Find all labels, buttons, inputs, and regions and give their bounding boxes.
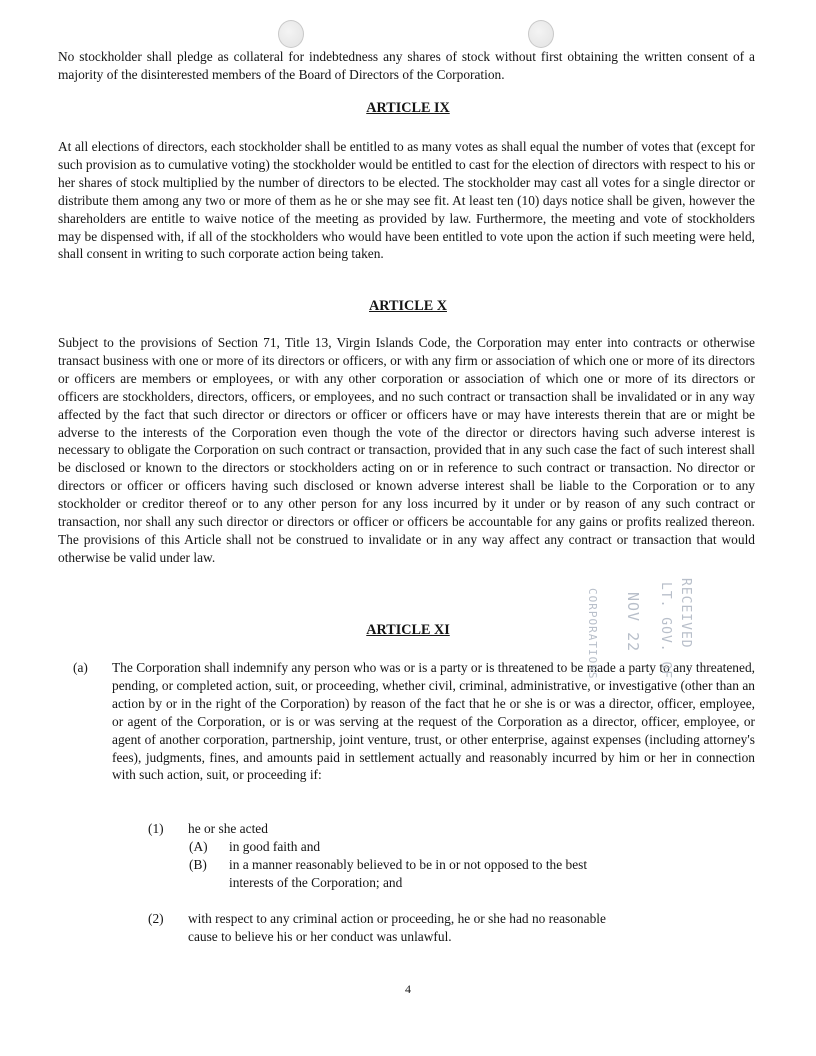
clause-1-B-marker: (B) <box>189 857 207 872</box>
clause-1-A <box>189 838 629 856</box>
article-x-paragraph: Subject to the provisions of Section 71, Title 13, Virgin Islands Code, the Corporation may enter into contracts or otherwise transact business with one or more of its directors or officers, or with any firm or association of which one or more of its directors or officers are members or employees, or with any other corporation or association of which one or more of its directors or officers are stockholders, directors, officers, or employees, and no such contract or transaction shall be invalidated or in any way affected by the fact that such director or directors or officer or officers have or may have interests therein that are or might be adverse to the interests of the Corporation even though the vote of the director or directors having such adverse interest is necessary to obligate the Corporation on such contract or transaction, provided that in any such case the fact of such interest shall be disclosed or known to the directors or stockholders acting on or in reference to such contract or transaction. No director or directors or officer or officers having such disclosed or known adverse interest shall be liable to the Corporation or to any stockholder or creditor thereof or to any other person for any loss incurred by it under or by reason of any such contract or transaction, nor shall any such director or directors or officer or officers be accountable for any gains or profits realized thereon. The provisions of this Article shall not be construed to invalidate or in any way affect any contract or transaction that would otherwise be valid under law. <box>58 335 755 565</box>
clause-1-marker: (1) <box>148 821 164 836</box>
stamp-line-4: CORPORATIONS <box>586 588 599 680</box>
intro-paragraph: No stockholder shall pledge as collateral for indebtedness any shares of stock without first obtaining the written consent of a majority of the disinterested members of the Board of Directors of the Corporation. <box>58 49 755 82</box>
clause-1-B <box>189 856 629 892</box>
clause-2-marker: (2) <box>148 911 164 926</box>
received-stamp <box>580 578 720 698</box>
clause-1 <box>148 820 628 838</box>
clause-1-B-text: in a manner reasonably believed to be in or not opposed to the best interests of the Corporation; and <box>229 857 588 890</box>
article-xi-heading: ARTICLE XI <box>366 622 450 638</box>
page-number: 4 <box>405 982 411 996</box>
clause-a-text: The Corporation shall indemnify any person who was or is a party or is threatened to be made a party to any threatened, pending, or completed action, suit, or proceeding, whether civil, criminal, administrative, or investigative (other than an action by or in the right of the Corporation) by reason of the fact that he or she is or was a director, officer, employee, or agent of the Corporation, or is or was serving at the request of the Corporation as a director, officer, employee, or agent of another corporation, partnership, joint venture, trust, or other enterprise, against expenses (including attorney's fees), judgments, fines, and amounts paid in settlement actually and reasonably incurred by him or her in connection with such action, suit, or proceeding if: <box>112 660 755 783</box>
clause-a-marker: (a) <box>73 660 88 675</box>
article-ix-paragraph: At all elections of directors, each stockholder shall be entitled to as many votes as shall equal the number of votes that (except for such provision as to cumulative voting) the stockholder would be entitled to cast for the election of directors with respect to his or her shares of stock multiplied by the number of directors to be elected. The stockholder may cast all votes for a single director or distribute them among any two or more of them as he or she may see fit. At least ten (10) days notice shall be given, however the shareholders are entitle to waive notice of the meeting as provided by law. Furthermore, the meeting and vote of stockholders may be dispensed with, if all of the stockholders who would have been entitled to vote upon the action if such meeting were held, shall consent in writing to such corporate action being taken. <box>58 139 755 262</box>
stamp-line-3: NOV 22 <box>624 592 642 653</box>
stamp-line-1: RECEIVED <box>678 578 693 649</box>
clause-2 <box>148 910 628 946</box>
article-ix-heading: ARTICLE IX <box>366 100 450 116</box>
stamp-line-2: LT. GOV. OF <box>658 582 673 680</box>
clause-1-text: he or she acted <box>188 821 268 836</box>
punch-hole-right <box>528 20 554 48</box>
article-x-heading: ARTICLE X <box>369 298 447 314</box>
clause-1-A-marker: (A) <box>189 839 208 854</box>
clause-2-text: with respect to any criminal action or proceeding, he or she had no reasonable cause to believe his or her conduct was unlawful. <box>188 911 606 944</box>
clause-1-A-text: in good faith and <box>229 839 321 854</box>
punch-hole-left <box>278 20 304 48</box>
